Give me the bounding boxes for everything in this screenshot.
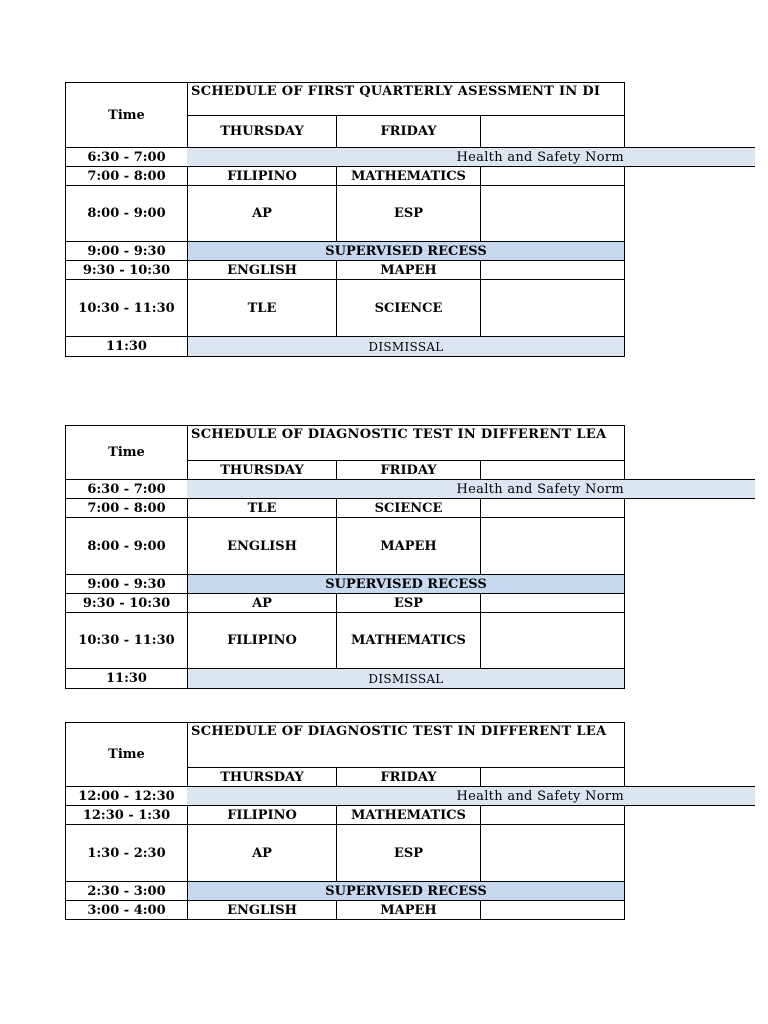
schedule-table-2	[65, 425, 625, 689]
friday-subject: SCIENCE	[336, 498, 481, 518]
health-safety-banner: Health and Safety Norm	[187, 479, 755, 499]
day-header-empty	[480, 460, 625, 480]
time-cell: 12:30 - 1:30	[65, 805, 188, 825]
time-header: Time	[65, 425, 188, 480]
thursday-subject: ENGLISH	[187, 900, 337, 920]
thursday-subject: AP	[187, 593, 337, 613]
empty-cell	[480, 900, 625, 920]
time-cell: 11:30	[65, 668, 188, 689]
day-header-thursday: THURSDAY	[187, 115, 337, 148]
time-cell: 12:00 - 12:30	[65, 786, 188, 806]
time-cell: 7:00 - 8:00	[65, 166, 188, 186]
dismissal-banner: DISMISSAL	[187, 668, 625, 689]
friday-subject: ESP	[336, 185, 481, 242]
friday-subject: MATHEMATICS	[336, 805, 481, 825]
time-cell: 1:30 - 2:30	[65, 824, 188, 882]
empty-cell	[480, 185, 625, 242]
time-cell: 3:00 - 4:00	[65, 900, 188, 920]
thursday-subject: TLE	[187, 279, 337, 337]
time-cell: 8:00 - 9:00	[65, 517, 188, 575]
empty-cell	[480, 279, 625, 337]
time-cell: 9:30 - 10:30	[65, 260, 188, 280]
time-cell: 6:30 - 7:00	[65, 147, 188, 167]
thursday-subject: ENGLISH	[187, 517, 337, 575]
empty-cell	[480, 517, 625, 575]
friday-subject: MAPEH	[336, 900, 481, 920]
day-header-empty	[480, 115, 625, 148]
thursday-subject: ENGLISH	[187, 260, 337, 280]
time-header: Time	[65, 722, 188, 787]
dismissal-banner: DISMISSAL	[187, 336, 625, 357]
health-safety-banner: Health and Safety Norm	[187, 786, 755, 806]
empty-cell	[480, 166, 625, 186]
time-cell: 9:30 - 10:30	[65, 593, 188, 613]
schedule-title: SCHEDULE OF DIAGNOSTIC TEST IN DIFFERENT LEA	[187, 722, 625, 768]
day-header-thursday: THURSDAY	[187, 460, 337, 480]
time-cell: 9:00 - 9:30	[65, 574, 188, 594]
time-cell: 10:30 - 11:30	[65, 612, 188, 669]
schedule-table-3	[65, 722, 625, 920]
schedule-title: SCHEDULE OF DIAGNOSTIC TEST IN DIFFERENT LEA	[187, 425, 625, 461]
thursday-subject: FILIPINO	[187, 166, 337, 186]
time-header: Time	[65, 82, 188, 148]
recess-banner: SUPERVISED RECESS	[187, 881, 625, 901]
schedule-title: SCHEDULE OF FIRST QUARTERLY ASESSMENT IN DI	[187, 82, 625, 116]
friday-subject: ESP	[336, 593, 481, 613]
friday-subject: MAPEH	[336, 260, 481, 280]
thursday-subject: AP	[187, 824, 337, 882]
time-cell: 9:00 - 9:30	[65, 241, 188, 261]
empty-cell	[480, 593, 625, 613]
friday-subject: MATHEMATICS	[336, 612, 481, 669]
time-cell: 11:30	[65, 336, 188, 357]
time-cell: 7:00 - 8:00	[65, 498, 188, 518]
time-cell: 6:30 - 7:00	[65, 479, 188, 499]
empty-cell	[480, 805, 625, 825]
thursday-subject: FILIPINO	[187, 805, 337, 825]
time-cell: 10:30 - 11:30	[65, 279, 188, 337]
friday-subject: MAPEH	[336, 517, 481, 575]
day-header-empty	[480, 767, 625, 787]
empty-cell	[480, 498, 625, 518]
recess-banner: SUPERVISED RECESS	[187, 241, 625, 261]
day-header-friday: FRIDAY	[336, 115, 481, 148]
time-cell: 2:30 - 3:00	[65, 881, 188, 901]
health-safety-banner: Health and Safety Norm	[187, 147, 755, 167]
time-cell: 8:00 - 9:00	[65, 185, 188, 242]
empty-cell	[480, 260, 625, 280]
day-header-thursday: THURSDAY	[187, 767, 337, 787]
friday-subject: ESP	[336, 824, 481, 882]
thursday-subject: AP	[187, 185, 337, 242]
schedule-table-1	[65, 82, 625, 358]
day-header-friday: FRIDAY	[336, 460, 481, 480]
friday-subject: SCIENCE	[336, 279, 481, 337]
empty-cell	[480, 824, 625, 882]
thursday-subject: FILIPINO	[187, 612, 337, 669]
empty-cell	[480, 612, 625, 669]
day-header-friday: FRIDAY	[336, 767, 481, 787]
recess-banner: SUPERVISED RECESS	[187, 574, 625, 594]
thursday-subject: TLE	[187, 498, 337, 518]
friday-subject: MATHEMATICS	[336, 166, 481, 186]
